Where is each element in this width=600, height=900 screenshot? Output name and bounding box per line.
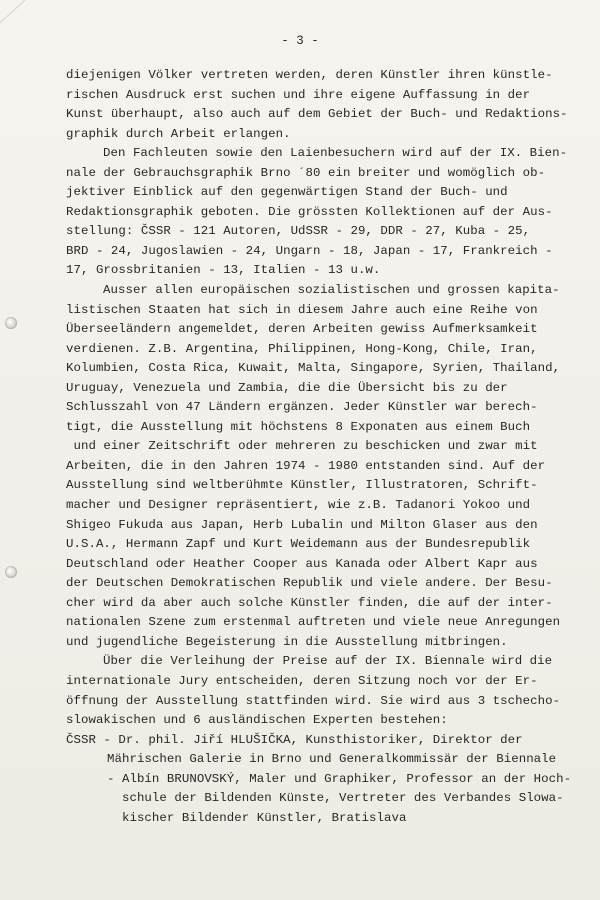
text-line: und jugendliche Begeisterung in die Ausstellung mitbringen. [66, 634, 508, 649]
text-line: 17, Grossbritanien - 13, Italien - 13 u.w. [66, 263, 381, 278]
text-line: U.S.A., Hermann Zapf und Kurt Weidemann aus der Bundesrepublik [66, 537, 531, 552]
text-line: BRD - 24, Jugoslawien - 24, Ungarn - 18, Japan - 17, Frankreich - [66, 243, 553, 258]
text-line: Deutschland oder Heather Cooper aus Kanada oder Albert Kapr aus [66, 556, 538, 571]
text-line: ČSSR - Dr. phil. Jiří HLUŠIČKA, Kunsthistoriker, Direktor der [66, 732, 523, 747]
text-line: Ausser allen europäischen sozialistischen und grossen kapita- [103, 283, 560, 298]
text-line: Schlusszahl von 47 Ländern ergänzen. Jeder Künstler war berech- [66, 400, 538, 415]
text-line: Shigeo Fukuda aus Japan, Herb Lubalin und Milton Glaser aus den [66, 517, 538, 532]
text-line: Arbeiten, die in den Jahren 1974 - 1980 entstanden sind. Auf der [66, 458, 546, 473]
text-line: listischen Staaten hat sich in diesem Jahre auch eine Reihe von [66, 302, 538, 317]
text-line: slowakischen und 6 ausländischen Experten bestehen: [66, 713, 448, 728]
text-line: Mährischen Galerie in Brno und Generalkommissär der Biennale [107, 752, 557, 767]
text-line: macher und Designer repräsentiert, wie z.B. Tadanori Yokoo und [66, 498, 531, 513]
document-body [0, 66, 600, 828]
text-line: Uruguay, Venezuela und Zambia, die die Übersicht bis zu der [66, 380, 508, 395]
text-line: Überseeländern angemeldet, deren Arbeiten gewiss Aufmerksamkeit [66, 322, 538, 337]
text-line: Den Fachleuten sowie den Laienbesuchern wird auf der IX. Bien- [103, 146, 568, 161]
text-line: nationalen Szene zum erstenmal auftreten und viele neue Anregungen [66, 615, 561, 630]
page-number: - 3 - [281, 34, 319, 48]
text-line: verdienen. Z.B. Argentina, Philippinen, Hong-Kong, Chile, Iran, [66, 341, 538, 356]
text-line: cher wird da aber auch solche Künstler finden, die auf der inter- [66, 595, 553, 610]
text-line: Redaktionsgraphik geboten. Die grössten Kollektionen auf der Aus- [66, 204, 553, 219]
text-line: rischen Ausdruck erst suchen und ihre eigene Auffassung in der [66, 87, 531, 102]
text-line: nale der Gebrauchsgraphik Brno ´80 ein breiter und womöglich ob- [66, 165, 546, 180]
text-line: Kunst überhaupt, also auch auf dem Gebiet der Buch- und Redaktions- [66, 107, 568, 122]
text-line: diejenigen Völker vertreten werden, deren Künstler ihren künstle- [66, 68, 553, 82]
text-line: und einer Zeitschrift oder mehreren zu beschicken und zwar mit [66, 439, 538, 454]
text-line: internationale Jury entscheiden, deren Sitzung noch vor der Er- [66, 673, 538, 688]
text-line: Ausstellung sind weltberühmte Künstler, Illustratoren, Schrift- [66, 478, 538, 493]
text-line: tigt, die Ausstellung mit höchstens 8 Exponaten aus einem Buch [66, 419, 531, 434]
text-line: - Albín BRUNOVSKÝ, Maler und Graphiker, Professor an der Hoch- [107, 771, 572, 786]
text-line: Kolumbien, Costa Rica, Kuwait, Malta, Singapore, Syrien, Thailand, [66, 361, 561, 376]
text-line: Über die Verleihung der Preise auf der IX. Biennale wird die [103, 654, 553, 669]
text-line: schule der Bildenden Künste, Vertreter des Verbandes Slowa- [107, 791, 564, 806]
text-line: stellung: ČSSR - 121 Autoren, UdSSR - 29, DDR - 27, Kuba - 25, [66, 224, 531, 239]
text-line: jektiver Einblick auf den gegenwärtigen Stand der Buch- und [66, 185, 508, 200]
text-line: der Deutschen Demokratischen Republik und viele andere. Der Besu- [66, 576, 553, 591]
text-line: öffnung der Ausstellung stattfinden wird. Sie wird aus 3 tschecho- [66, 693, 561, 708]
text-line: graphik durch Arbeit erlangen. [66, 126, 291, 141]
text-line: kischer Bildender Künstler, Bratislava [107, 810, 407, 825]
